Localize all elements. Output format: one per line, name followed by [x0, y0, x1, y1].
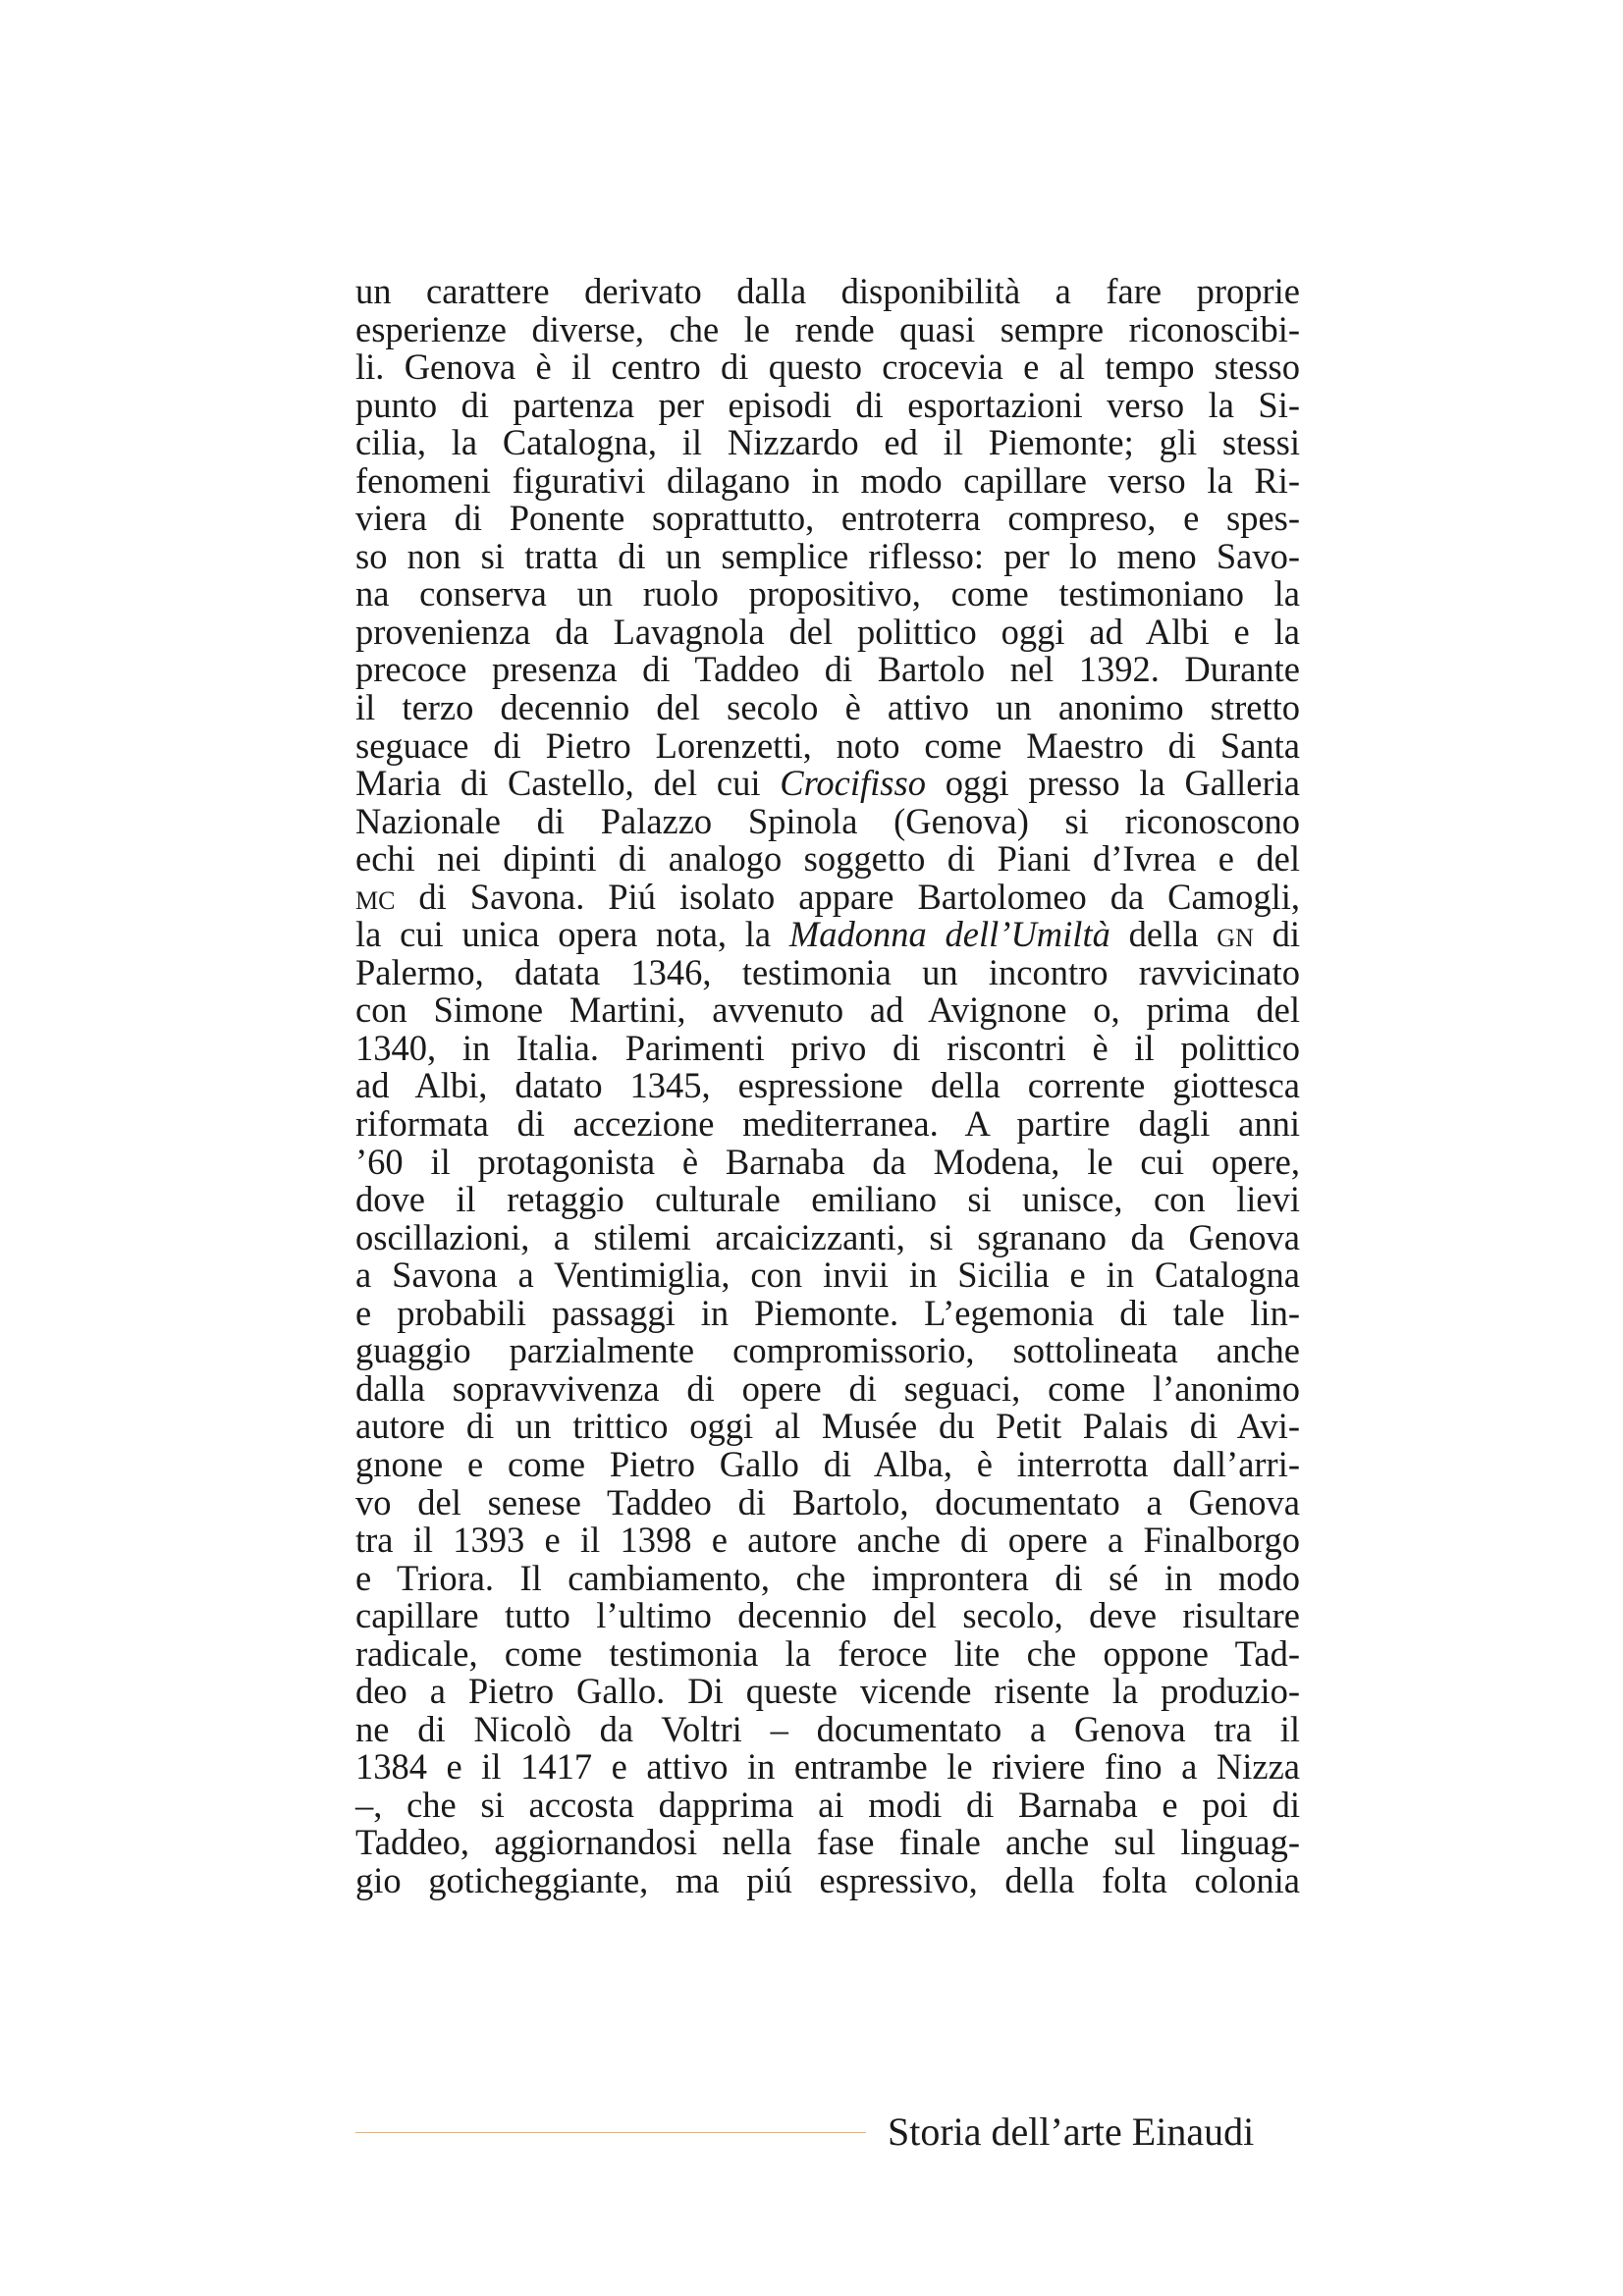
text-line: cilia, la Catalogna, il Nizzardo ed il Piemonte; gli stessi	[355, 422, 1300, 463]
text-line: radicale, come testimonia la feroce lite che oppone Tad-	[355, 1632, 1300, 1674]
text-line: il terzo decennio del secolo è attivo un anonimo stretto	[355, 687, 1300, 728]
text-line: a Savona a Ventimiglia, con invii in Sicilia e in Catalogna	[355, 1255, 1300, 1296]
text-line: Nazionale di Palazzo Spinola (Genova) si riconoscono	[355, 800, 1300, 841]
artwork-title-crocifisso: Crocifisso	[780, 763, 926, 804]
text-line: un carattere derivato dalla disponibilità a fare proprie	[355, 271, 1300, 311]
artwork-title-madonna: Madonna dell’Umiltà	[788, 914, 1110, 955]
text-line: deo a Pietro Gallo. Di queste vicende risente la produzio-	[355, 1671, 1300, 1712]
text-line-mc	[355, 876, 1300, 917]
text-line: tra il 1393 e il 1398 e autore anche di opere a Finalborgo	[355, 1520, 1300, 1561]
text-line: li. Genova è il centro di questo crocevia e al tempo stesso	[355, 347, 1300, 388]
abbreviation-gn: gn	[1217, 914, 1254, 955]
text-run: Maria di Castello, del cui	[355, 763, 781, 804]
text-line: e probabili passaggi in Piemonte. L’egemonia di tale lin-	[355, 1292, 1300, 1333]
text-line: esperienze diverse, che le rende quasi sempre riconoscibi-	[355, 308, 1300, 349]
text-line: e Triora. Il cambiamento, che improntera di sé in modo	[355, 1557, 1300, 1598]
text-line: viera di Ponente soprattutto, entroterra compreso, e spes-	[355, 498, 1300, 539]
text-run: della	[1109, 914, 1217, 955]
text-line: precoce presenza di Taddeo di Bartolo nel 1392. Durante	[355, 649, 1300, 690]
text-run: di Savona. Piú isolato appare Bartolomeo da Camogli,	[395, 876, 1300, 917]
text-line: provenienza da Lavagnola del polittico oggi ad Albi e la	[355, 611, 1300, 652]
text-line: Palermo, datata 1346, testimonia un incontro ravvicinato	[355, 951, 1300, 992]
text-line: gnone e come Pietro Gallo di Alba, è interrotta dall’arri-	[355, 1443, 1300, 1484]
text-line: Taddeo, aggiornandosi nella fase finale anche sul linguag-	[355, 1822, 1300, 1863]
text-line: dove il retaggio culturale emiliano si unisce, con lievi	[355, 1179, 1300, 1220]
text-line: guaggio parzialmente compromissorio, sottolineata anche	[355, 1330, 1300, 1371]
text-run: la cui unica opera nota, la	[355, 914, 789, 955]
text-line: so non si tratta di un semplice riflesso: per lo meno Savo-	[355, 535, 1300, 576]
text-line: 1384 e il 1417 e attivo in entrambe le riviere fino a Nizza	[355, 1746, 1300, 1788]
text-line: oscillazioni, a stilemi arcaicizzanti, si sgranano da Genova	[355, 1216, 1300, 1257]
text-line: dalla sopravvivenza di opere di seguaci, come l’anonimo	[355, 1367, 1300, 1409]
text-line: punto di partenza per episodi di esportazioni verso la Si-	[355, 384, 1300, 425]
text-line: ’60 il protagonista è Barnaba da Modena, le cui opere,	[355, 1141, 1300, 1182]
text-line: 1340, in Italia. Parimenti privo di riscontri è il polittico	[355, 1027, 1300, 1068]
abbreviation-mc: mc	[355, 876, 396, 917]
footer-series-title: Storia dell’arte Einaudi	[888, 2109, 1255, 2154]
text-line: gio goticheggiante, ma piú espressivo, della folta colonia	[355, 1859, 1300, 1900]
text-run: oggi presso la Galleria	[925, 763, 1300, 804]
text-line: ad Albi, datato 1345, espressione della corrente giottesca	[355, 1065, 1300, 1106]
text-line: fenomeni figurativi dilagano in modo capillare verso la Ri-	[355, 459, 1300, 501]
text-line: con Simone Martini, avvenuto ad Avignone o, prima del	[355, 989, 1300, 1031]
text-line: na conserva un ruolo propositivo, come testimoniano la	[355, 573, 1300, 614]
footer-divider	[355, 2132, 866, 2133]
text-line-madonna	[355, 916, 1300, 954]
text-line: seguace di Pietro Lorenzetti, noto come Maestro di Santa	[355, 724, 1300, 766]
text-line-crocifisso	[355, 765, 1300, 803]
body-text	[355, 273, 1300, 1900]
text-line: ne di Nicolò da Voltri – documentato a Genova tra il	[355, 1708, 1300, 1749]
text-run: di	[1253, 914, 1301, 955]
text-line: –, che si accosta dapprima ai modi di Barnaba e poi di	[355, 1784, 1300, 1825]
text-line: capillare tutto l’ultimo decennio del secolo, deve risultare	[355, 1595, 1300, 1636]
text-line: autore di un trittico oggi al Musée du Petit Palais di Avi-	[355, 1406, 1300, 1447]
text-line: vo del senese Taddeo di Bartolo, documentato a Genova	[355, 1481, 1300, 1522]
text-line: riformata di accezione mediterranea. A partire dagli anni	[355, 1103, 1300, 1145]
text-line: echi nei dipinti di analogo soggetto di Piani d’Ivrea e del	[355, 838, 1300, 880]
